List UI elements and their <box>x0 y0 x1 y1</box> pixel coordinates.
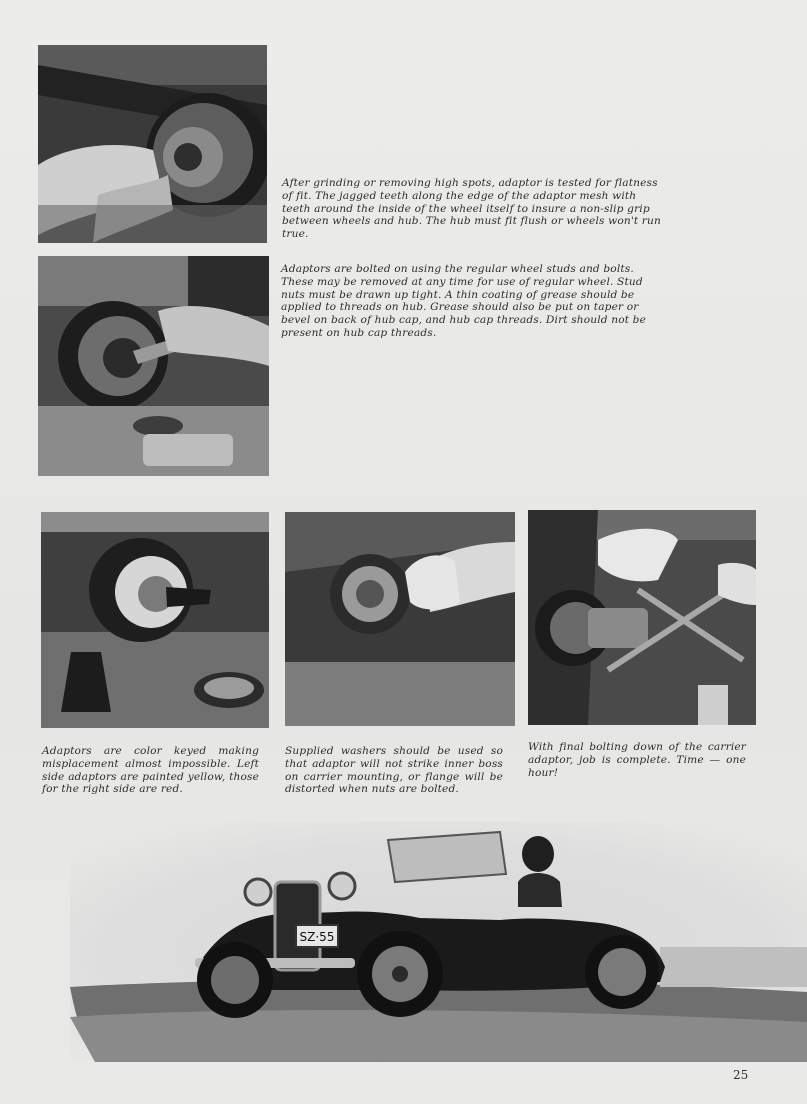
caption-grinding: After grinding or removing high spots, adaptor is tested for flatness of fit. The jagged teeth along the edge of the adaptor mesh with teeth around the inside of the wheel itself to insure a non-slip grip between wheels and hub. The hub must fit flush or wheels won't run true. <box>282 177 661 241</box>
caption-bolting: Adaptors are bolted on using the regular wheel studs and bolts. These may be removed at any time for use of regular wheel. Stud nuts must be drawn up tight. A thin coating of grease should be applied to threads on hub. Grease should also be put on taper or bevel on back of hub cap, and hub cap threads. Dirt should not be present on hub cap threads. <box>281 263 647 339</box>
license-plate-text: SZ·55 <box>299 930 335 944</box>
photo-adaptor-bolting <box>38 256 269 476</box>
caption-washers: Supplied washers should be used so that adaptor will not strike inner boss on carrier mounting, or flange will be distorted when nuts are bolted. <box>285 745 503 796</box>
photo-adaptor-flatness-test-image <box>38 45 267 243</box>
caption-color-keyed: Adaptors are color keyed making misplacement almost impossible. Left side adaptors are painted yellow, those for the right side are red. <box>42 745 259 796</box>
photo-color-keyed-adaptor <box>41 512 269 728</box>
photo-mg-roadster <box>70 822 807 1062</box>
photo-final-bolting <box>528 510 756 725</box>
photo-color-keyed-adaptor-image <box>41 512 269 728</box>
photo-adaptor-flatness-test <box>38 45 267 243</box>
page-number: 25 <box>733 1068 749 1082</box>
photo-supplied-washers-image <box>285 512 515 726</box>
photo-final-bolting-image <box>528 510 756 725</box>
photo-supplied-washers <box>285 512 515 726</box>
caption-final: With final bolting down of the carrier adaptor, job is complete. Time — one hour! <box>528 741 746 779</box>
photo-mg-roadster-image <box>70 822 807 1062</box>
photo-adaptor-bolting-image <box>38 256 269 476</box>
